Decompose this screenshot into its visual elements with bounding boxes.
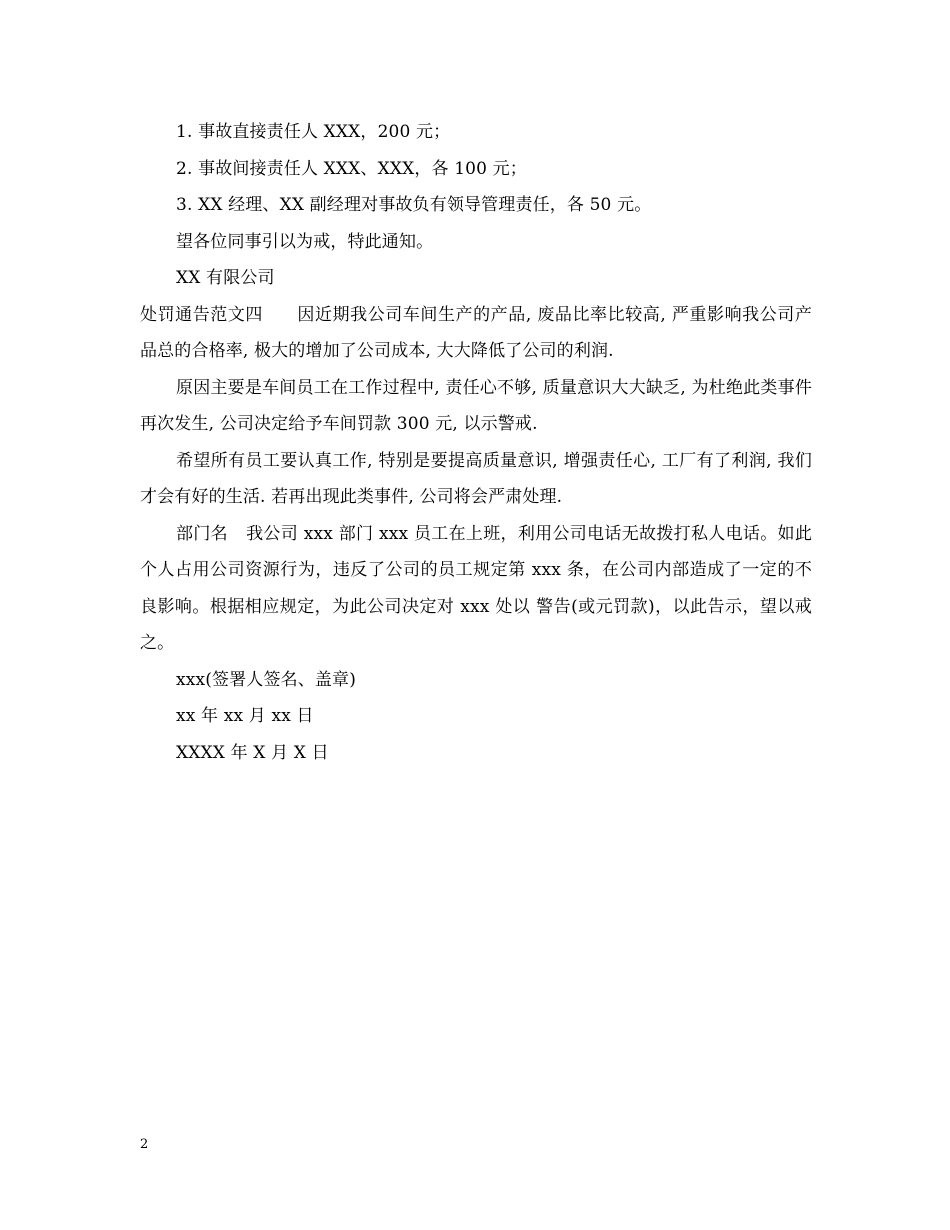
notice-label: 部门名 (176, 523, 228, 544)
signature-line: xxx(签署人签名、盖章) (176, 669, 356, 690)
document-body (140, 114, 812, 771)
notice-text: 我公司 xxx 部门 xxx 员工在上班，利用公司电话无故拨打私人电话。如此个人占用公司资源行为，违反了公司的员工规定第 xxx 条，在公司内部造成了一定的不良影响。根据相应规定，为此公司决定对 xxx 处以 警告(或元罚款)，以此告示，望以戒之。 (140, 523, 813, 653)
closing-line: 望各位同事引以为戒，特此通知。 (176, 231, 434, 252)
reason-paragraph: 原因主要是车间员工在工作过程中, 责任心不够, 质量意识大大缺乏, 为杜绝此类事件再次发生, 公司决定给予车间罚款 300 元, 以示警戒. (140, 377, 812, 434)
date-line: xx 年 xx 月 xx 日 (176, 706, 314, 726)
section-4-paragraph (140, 297, 812, 370)
section-4-text: 因近期我公司车间生产的产品, 废品比率比较高, 严重影响我公司产品总的合格率, 极大的增加了公司成本, 大大降低了公司的利润. (140, 304, 812, 361)
page-number: 2 (140, 1137, 149, 1152)
section-4-heading: 处罚通告范文四 (140, 304, 263, 325)
notice-paragraph (140, 516, 812, 662)
company-name: XX 有限公司 (176, 268, 275, 288)
list-item-2: 2. 事故间接责任人 XXX、XXX，各 100 元； (176, 158, 527, 179)
list-item-3: 3. XX 经理、XX 副经理对事故负有领导管理责任，各 50 元。 (176, 195, 652, 215)
hope-paragraph: 希望所有员工要认真工作, 特别是要提高质量意识, 增强责任心, 工厂有了利润, 我们才会有好的生活. 若再出现此类事件, 公司将会严肃处理. (140, 450, 812, 507)
list-item-1: 1. 事故直接责任人 XXX，200 元； (176, 122, 451, 142)
date-line-2: XXXX 年 X 月 X 日 (176, 742, 329, 763)
